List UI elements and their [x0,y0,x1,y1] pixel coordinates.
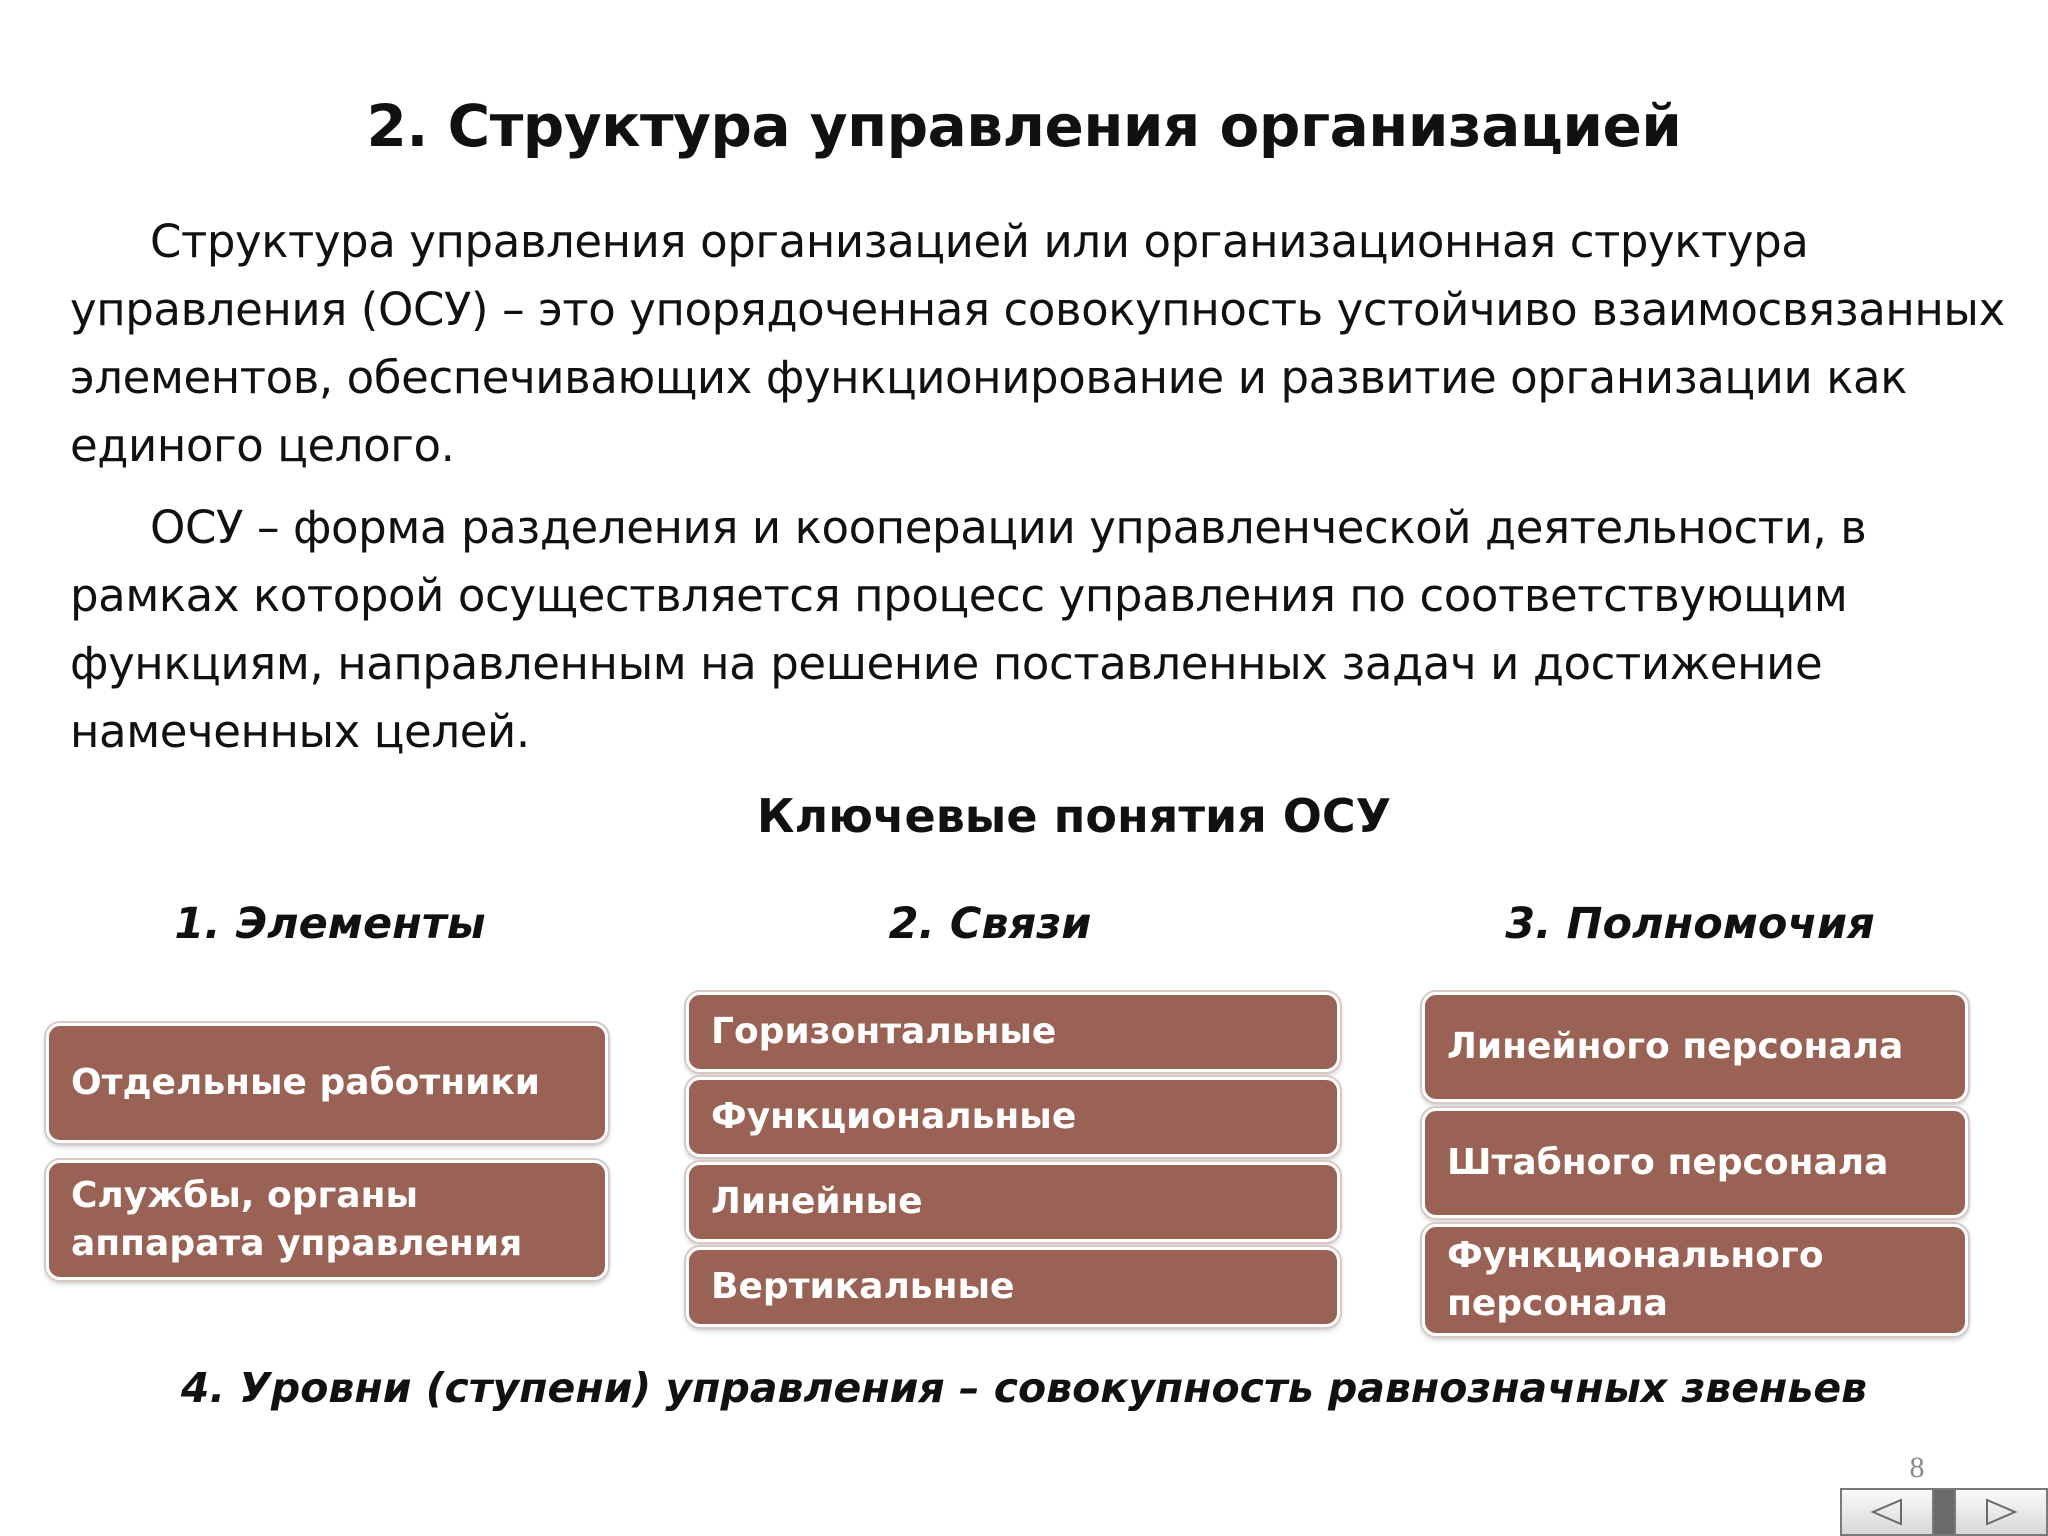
concept-box-label: Службы, органы аппарата управления [71,1175,523,1264]
concept-box-label: Горизонтальные [711,1011,1057,1052]
concept-box-label: Линейного персонала [1447,1026,1904,1067]
page-number: 8 [1909,1451,1925,1484]
slide-title: 2. Структура управления организацией [366,92,1682,160]
key-concepts-title: Ключевые понятия ОСУ [756,789,1392,843]
concept-box-label: Отдельные работники [71,1062,541,1103]
management-levels-note: 4. Уровни (ступени) управления – совокупность равнозначных звеньев [180,1364,1868,1412]
navigation-separator [1934,1488,1954,1536]
concept-box-line-staff [1422,992,1968,1102]
concept-box-label: Линейные [711,1181,923,1222]
form-paragraph: ОСУ – форма разделения и кооперации управленческой деятельности, в рамках которой осуществляется процесс управления по соответствующим функциям, направленным на решение поставленных задач и достижение намеченных целей. [70,501,1867,758]
concept-box-headquarters-staff [1422,1108,1968,1218]
slide-navigation [1840,1488,2048,1536]
column-heading-links: 2. Связи [888,899,1092,949]
column-heading-authority: 3. Полномочия [1505,899,1875,949]
concept-box-label: Вертикальные [711,1266,1015,1307]
triangle-left-icon [1867,1497,1907,1527]
concept-box-individual-workers [46,1023,608,1143]
concept-box-vertical [686,1247,1340,1327]
previous-slide-button[interactable] [1840,1488,1934,1536]
concept-box-label: Функциональные [711,1096,1077,1137]
concept-box-horizontal [686,992,1340,1072]
concept-box-services [46,1160,608,1280]
column-heading-elements: 1. Элементы [174,899,486,949]
concept-box-label: Штабного персонала [1447,1142,1889,1183]
concept-box-functional-staff [1422,1224,1968,1336]
next-slide-button[interactable] [1954,1488,2048,1536]
triangle-right-icon [1981,1497,2021,1527]
concept-box-functional [686,1077,1340,1157]
definition-paragraph: Структура управления организацией или организационная структура управления (ОСУ) – это упорядоченная совокупность устойчиво взаимосвязанных элементов, обеспечивающих функционирование и развитие организации как единого целого. [70,215,2005,472]
concept-box-linear [686,1162,1340,1242]
concept-box-label: Функционального персонала [1447,1235,1824,1324]
